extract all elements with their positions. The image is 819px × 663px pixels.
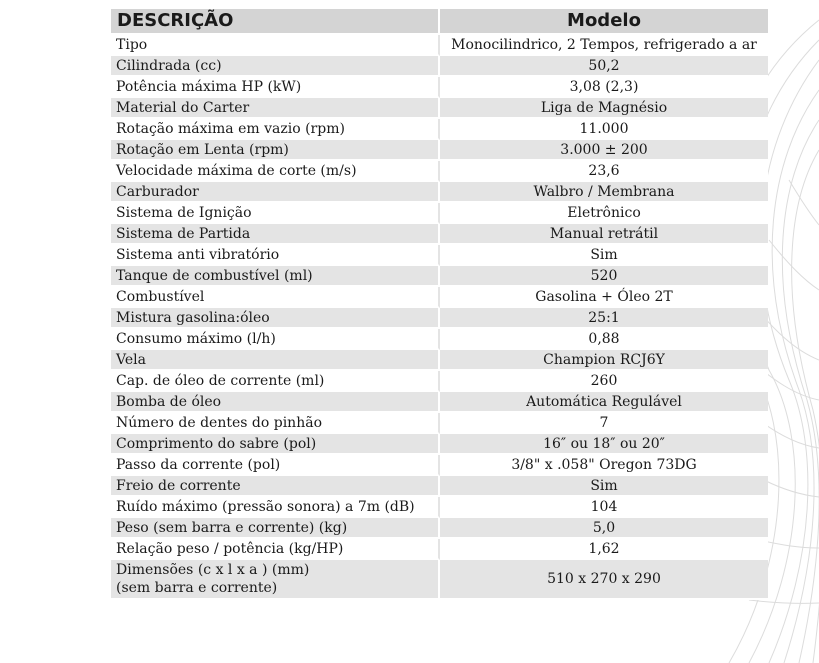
table-row xyxy=(111,308,768,329)
header-model: Modelo xyxy=(440,9,768,35)
row-value: 1,62 xyxy=(440,539,768,560)
row-value: Gasolina + Óleo 2T xyxy=(440,287,768,308)
row-value: Champion RCJ6Y xyxy=(440,350,768,371)
row-value: 3,08 (2,3) xyxy=(440,77,768,98)
row-label: Comprimento do sabre (pol) xyxy=(111,434,440,455)
row-label: Material do Carter xyxy=(111,98,440,119)
row-label: Consumo máximo (l/h) xyxy=(111,329,440,350)
row-label: Tipo xyxy=(111,35,440,56)
row-label: Carburador xyxy=(111,182,440,203)
row-label: Mistura gasolina:óleo xyxy=(111,308,440,329)
table-row xyxy=(111,476,768,497)
table-row xyxy=(111,203,768,224)
row-label: Sistema de Ignição xyxy=(111,203,440,224)
table-row xyxy=(111,413,768,434)
row-value: 3.000 ± 200 xyxy=(440,140,768,161)
table-row xyxy=(111,119,768,140)
table-row xyxy=(111,245,768,266)
table-row xyxy=(111,560,768,600)
row-value: 50,2 xyxy=(440,56,768,77)
table-row xyxy=(111,434,768,455)
row-value: 16″ ou 18″ ou 20″ xyxy=(440,434,768,455)
row-label-line1: Dimensões (c x l x a ) (mm) xyxy=(116,562,310,578)
table-row xyxy=(111,35,768,56)
row-label: Sistema anti vibratório xyxy=(111,245,440,266)
row-value: Manual retrátil xyxy=(440,224,768,245)
row-label: Cap. de óleo de corrente (ml) xyxy=(111,371,440,392)
row-value: Walbro / Membrana xyxy=(440,182,768,203)
row-label: Freio de corrente xyxy=(111,476,440,497)
table-row xyxy=(111,161,768,182)
row-label: Peso (sem barra e corrente) (kg) xyxy=(111,518,440,539)
table-row xyxy=(111,266,768,287)
row-value: 0,88 xyxy=(440,329,768,350)
row-label: Rotação máxima em vazio (rpm) xyxy=(111,119,440,140)
row-value: Monocilindrico, 2 Tempos, refrigerado a ar xyxy=(440,35,768,56)
row-label: Sistema de Partida xyxy=(111,224,440,245)
table-row xyxy=(111,518,768,539)
row-value: Liga de Magnésio xyxy=(440,98,768,119)
row-value: 25:1 xyxy=(440,308,768,329)
row-label: Potência máxima HP (kW) xyxy=(111,77,440,98)
table-row xyxy=(111,287,768,308)
table-row xyxy=(111,140,768,161)
table-row xyxy=(111,56,768,77)
row-label: Combustível xyxy=(111,287,440,308)
row-value: 510 x 270 x 290 xyxy=(440,560,768,600)
table-row xyxy=(111,98,768,119)
row-label-line2: (sem barra e corrente) xyxy=(116,580,278,596)
table-row xyxy=(111,392,768,413)
row-value: 104 xyxy=(440,497,768,518)
row-label: Vela xyxy=(111,350,440,371)
row-value: 7 xyxy=(440,413,768,434)
row-label xyxy=(111,560,440,600)
table-row xyxy=(111,329,768,350)
table-row xyxy=(111,350,768,371)
row-label: Rotação em Lenta (rpm) xyxy=(111,140,440,161)
table-row xyxy=(111,77,768,98)
row-value: Eletrônico xyxy=(440,203,768,224)
table-row xyxy=(111,224,768,245)
specifications-table xyxy=(111,9,768,600)
row-label: Velocidade máxima de corte (m/s) xyxy=(111,161,440,182)
row-label: Ruído máximo (pressão sonora) a 7m (dB) xyxy=(111,497,440,518)
row-label: Relação peso / potência (kg/HP) xyxy=(111,539,440,560)
table-row xyxy=(111,182,768,203)
table-row xyxy=(111,497,768,518)
row-label: Tanque de combustível (ml) xyxy=(111,266,440,287)
row-value: 11.000 xyxy=(440,119,768,140)
row-label: Número de dentes do pinhão xyxy=(111,413,440,434)
row-value: 5,0 xyxy=(440,518,768,539)
row-value: Automática Regulável xyxy=(440,392,768,413)
row-label: Bomba de óleo xyxy=(111,392,440,413)
table-row xyxy=(111,455,768,476)
row-value: Sim xyxy=(440,245,768,266)
table-row xyxy=(111,539,768,560)
row-label: Passo da corrente (pol) xyxy=(111,455,440,476)
table-header-row xyxy=(111,9,768,35)
header-description: DESCRIÇÃO xyxy=(111,9,440,35)
table-body xyxy=(111,35,768,600)
row-value: Sim xyxy=(440,476,768,497)
row-value: 23,6 xyxy=(440,161,768,182)
row-label: Cilindrada (cc) xyxy=(111,56,440,77)
table-row xyxy=(111,371,768,392)
row-value: 520 xyxy=(440,266,768,287)
row-value: 260 xyxy=(440,371,768,392)
row-value: 3/8" x .058" Oregon 73DG xyxy=(440,455,768,476)
